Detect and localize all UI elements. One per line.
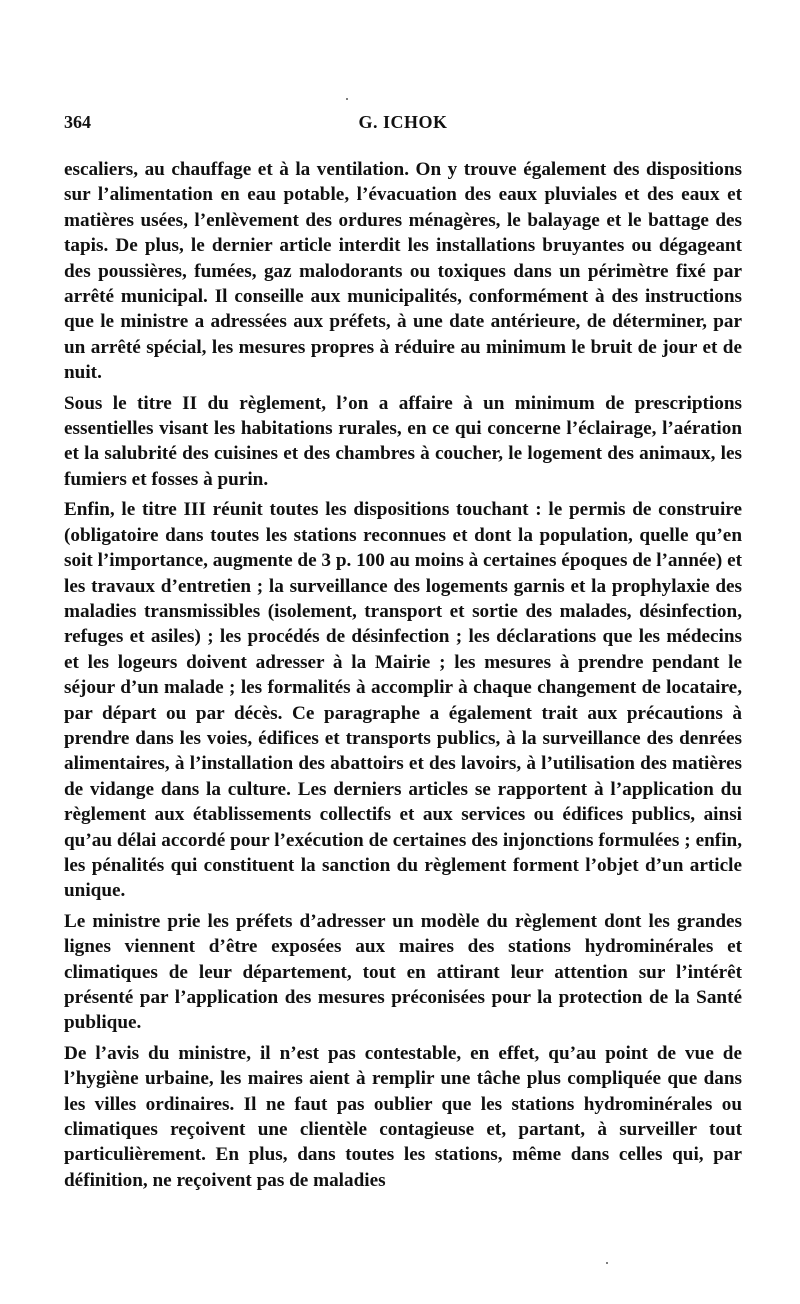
paragraph-4: Le ministre prie les préfets d’adresser un modèle du règlement dont les grandes lignes viennent d’être exposées aux maires des stations hydrominérales et climatiques de leur département, tout en attirant leur attention sur l’intérêt présenté par l’application des mesures préconisées pour la protection de la Santé publique. — [64, 910, 742, 1034]
paragraph-3: Enfin, le titre III réunit toutes les dispositions touchant : le permis de construire (obligatoire dans toutes les stations reconnues et dont la population, quelle qu’en soit l’importance, augmente de 3 p. 100 au moins à certaines époques de l’année) et les travaux d’entretien ; la surveillance des logements garnis et la prophylaxie des maladies transmissibles (isolement, transport et sortie des malades, désinfection, refuges et asiles) ; les procédés de désinfection ; les déclarations que les médecins et les logeurs doivent adresser à la Mairie ; les mesures à prendre pendant le séjour d’un malade ; les formalités à accomplir à chaque changement de locataire, par départ ou par décès. Ce paragraphe a également trait aux précautions à prendre dans les voies, édifices et transports publics, à la surveillance des denrées alimentaires, à l’installation des abattoirs et des lavoirs, à l’utilisation des matières de vidange dans la culture. Les derniers articles se rapportent à l’application du règlement aux établissements collectifs et aux services ou édifices publics, ainsi qu’au délai accordé pour l’exécution de certaines des injonctions formulées ; enfin, les pénalités qui constituent la sanction du règlement forment l’objet d’un article unique. — [64, 499, 742, 902]
running-head — [64, 112, 742, 142]
paragraph-2: Sous le titre II du règlement, l’on a affaire à un minimum de prescriptions essentielles visant les habitations rurales, en ce qui concerne l’éclairage, l’aération et la salubrité des cuisines et des chambres à coucher, le logement des animaux, les fumiers et fosses à purin. — [64, 392, 742, 490]
running-title: G. ICHOK — [358, 112, 448, 132]
ink-speck — [346, 98, 348, 100]
paragraph-5: De l’avis du ministre, il n’est pas contestable, en effet, qu’au point de vue de l’hygiène urbaine, les maires aient à remplir une tâche plus compliquée que dans les villes ordinaires. Il ne faut pas oublier que les stations hydrominérales ou climatiques reçoivent une clientèle contagieuse et, partant, à surveiller tout particulièrement. En plus, dans toutes les stations, même dans celles qui, par définition, ne reçoivent pas de maladies — [64, 1042, 742, 1191]
body-text — [64, 157, 742, 1198]
page-number: 364 — [64, 112, 91, 132]
paragraph-1: escaliers, au chauffage et à la ventilation. On y trouve également des dispositions sur l’alimentation en eau potable, l’évacuation des eaux pluviales et des eaux et matières usées, l’enlèvement des ordures ménagères, le balayage et le battage des tapis. De plus, le dernier article interdit les installations bruyantes ou dégageant des poussières, fumées, gaz malodorants ou toxiques dans un périmètre fixé par arrêté municipal. Il conseille aux municipalités, conformément à des instructions que le ministre a adressées aux préfets, à une date antérieure, de déterminer, par un arrêté spécial, les mesures propres à réduire au minimum le bruit de jour et de nuit. — [64, 159, 742, 384]
ink-speck — [606, 1262, 608, 1264]
